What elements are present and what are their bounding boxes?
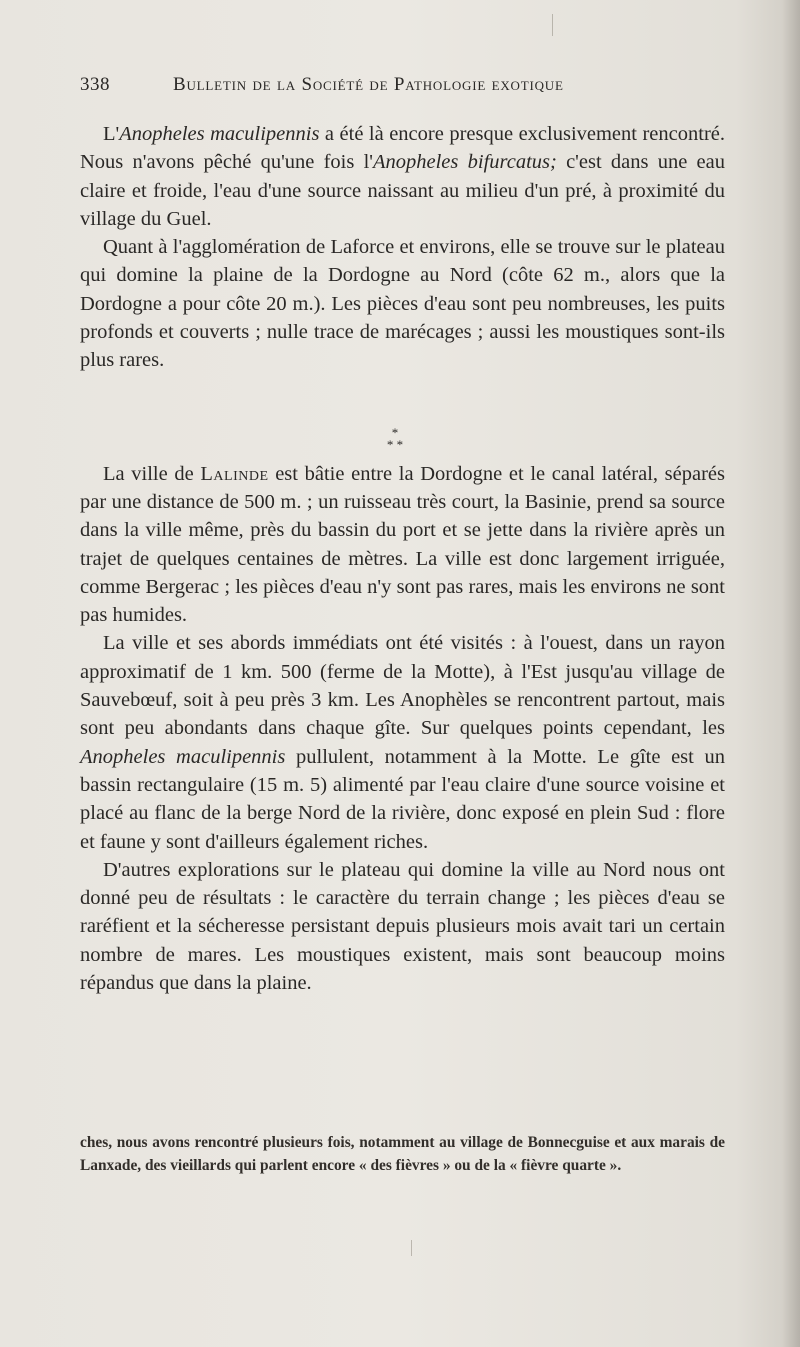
species-name: Anopheles maculipennis bbox=[80, 745, 286, 768]
page-edge-shadow bbox=[782, 0, 800, 1347]
running-head: Bulletin de la Société de Pathologie exotique bbox=[173, 74, 564, 95]
paragraph-5: D'autres explorations sur le plateau qui domine la ville au Nord nous ont donné peu de résultats : le caractère du terrain change ; les pièces d'eau se raréfient et la sécheresse persistant depuis plusieurs mois avait tari un certain nombre de mares. Les moustiques existent, mais sont beaucoup moins répandus que dans la plaine. bbox=[80, 858, 725, 995]
paragraph-4 bbox=[80, 629, 725, 855]
body-text bbox=[80, 120, 725, 997]
paragraph-3 bbox=[80, 460, 725, 630]
asterism-top: * bbox=[391, 425, 399, 440]
page-header bbox=[80, 74, 730, 104]
scan-speck bbox=[411, 1240, 412, 1256]
text-run: pullulent, notamment à la Motte. Le gîte est un bassin rectangulaire (15 m. 5) alimenté par l'eau claire d'une source voisine et placé au flanc de la berge Nord de la rivière, donc exposé en plein Sud : flore et faune y sont d'ailleurs également riches. bbox=[80, 745, 725, 853]
paragraph-2: Quant à l'agglomération de Laforce et environs, elle se trouve sur le plateau qui domine la plaine de la Dordogne au Nord (côte 62 m., alors que la Dordogne a pour côte 20 m.). Les pièces d'eau sont peu nombreuses, les puits profonds et couverts ; nulle trace de marécages ; aussi les moustiques sont-ils plus rares. bbox=[80, 236, 725, 372]
asterism bbox=[360, 427, 430, 451]
footnote-text: ches, nous avons rencontré plusieurs fois, notamment au village de Bonnecguise et aux marais de Lanxade, des vieillards qui parlent encore « des fièvres » ou de la « fièvre quarte ». bbox=[80, 1134, 725, 1174]
species-name: Anopheles bifurcatus; bbox=[372, 151, 557, 174]
text-run: La ville de bbox=[103, 462, 201, 485]
footnote bbox=[80, 1131, 725, 1177]
page-number: 338 bbox=[80, 74, 110, 95]
asterism-bottom: * * bbox=[386, 437, 404, 452]
paragraph-1 bbox=[80, 120, 725, 233]
place-name: Lalinde bbox=[200, 462, 269, 485]
scan-speck bbox=[552, 14, 553, 36]
text-run: c'est dans une eau claire et froide, l'eau d'une source naissant au milieu d'un pré, à proximité du village du Guel. bbox=[80, 151, 725, 230]
species-name: Anopheles maculipennis bbox=[119, 123, 320, 145]
text-run: a été là encore presque exclusivement rencontré. Nous n'avons pêché qu'une fois l' bbox=[80, 123, 725, 174]
text-run: La ville et ses abords immédiats ont été visités : à l'ouest, dans un rayon approximatif de 1 km. 500 (ferme de la Motte), à l'Est jusqu'au village de Sauvebœuf, soit à peu près 3 km. Les Anophèles se rencontrent partout, mais sont peu abondants dans chaque gîte. Sur quelques points cependant, les bbox=[80, 632, 725, 740]
text-run: est bâtie entre la Dordogne et le canal latéral, séparés par une distance de 500 m. ; un ruisseau très court, la Basinie, prend sa source dans la ville même, près du bassin du port et se jette dans la rivière après un trajet de quelques centaines de mètres. La ville est donc largement irriguée, comme Bergerac ; les pièces d'eau n'y sont pas rares, mais les environs ne sont pas humides. bbox=[80, 462, 726, 627]
text-run: L' bbox=[103, 123, 120, 145]
